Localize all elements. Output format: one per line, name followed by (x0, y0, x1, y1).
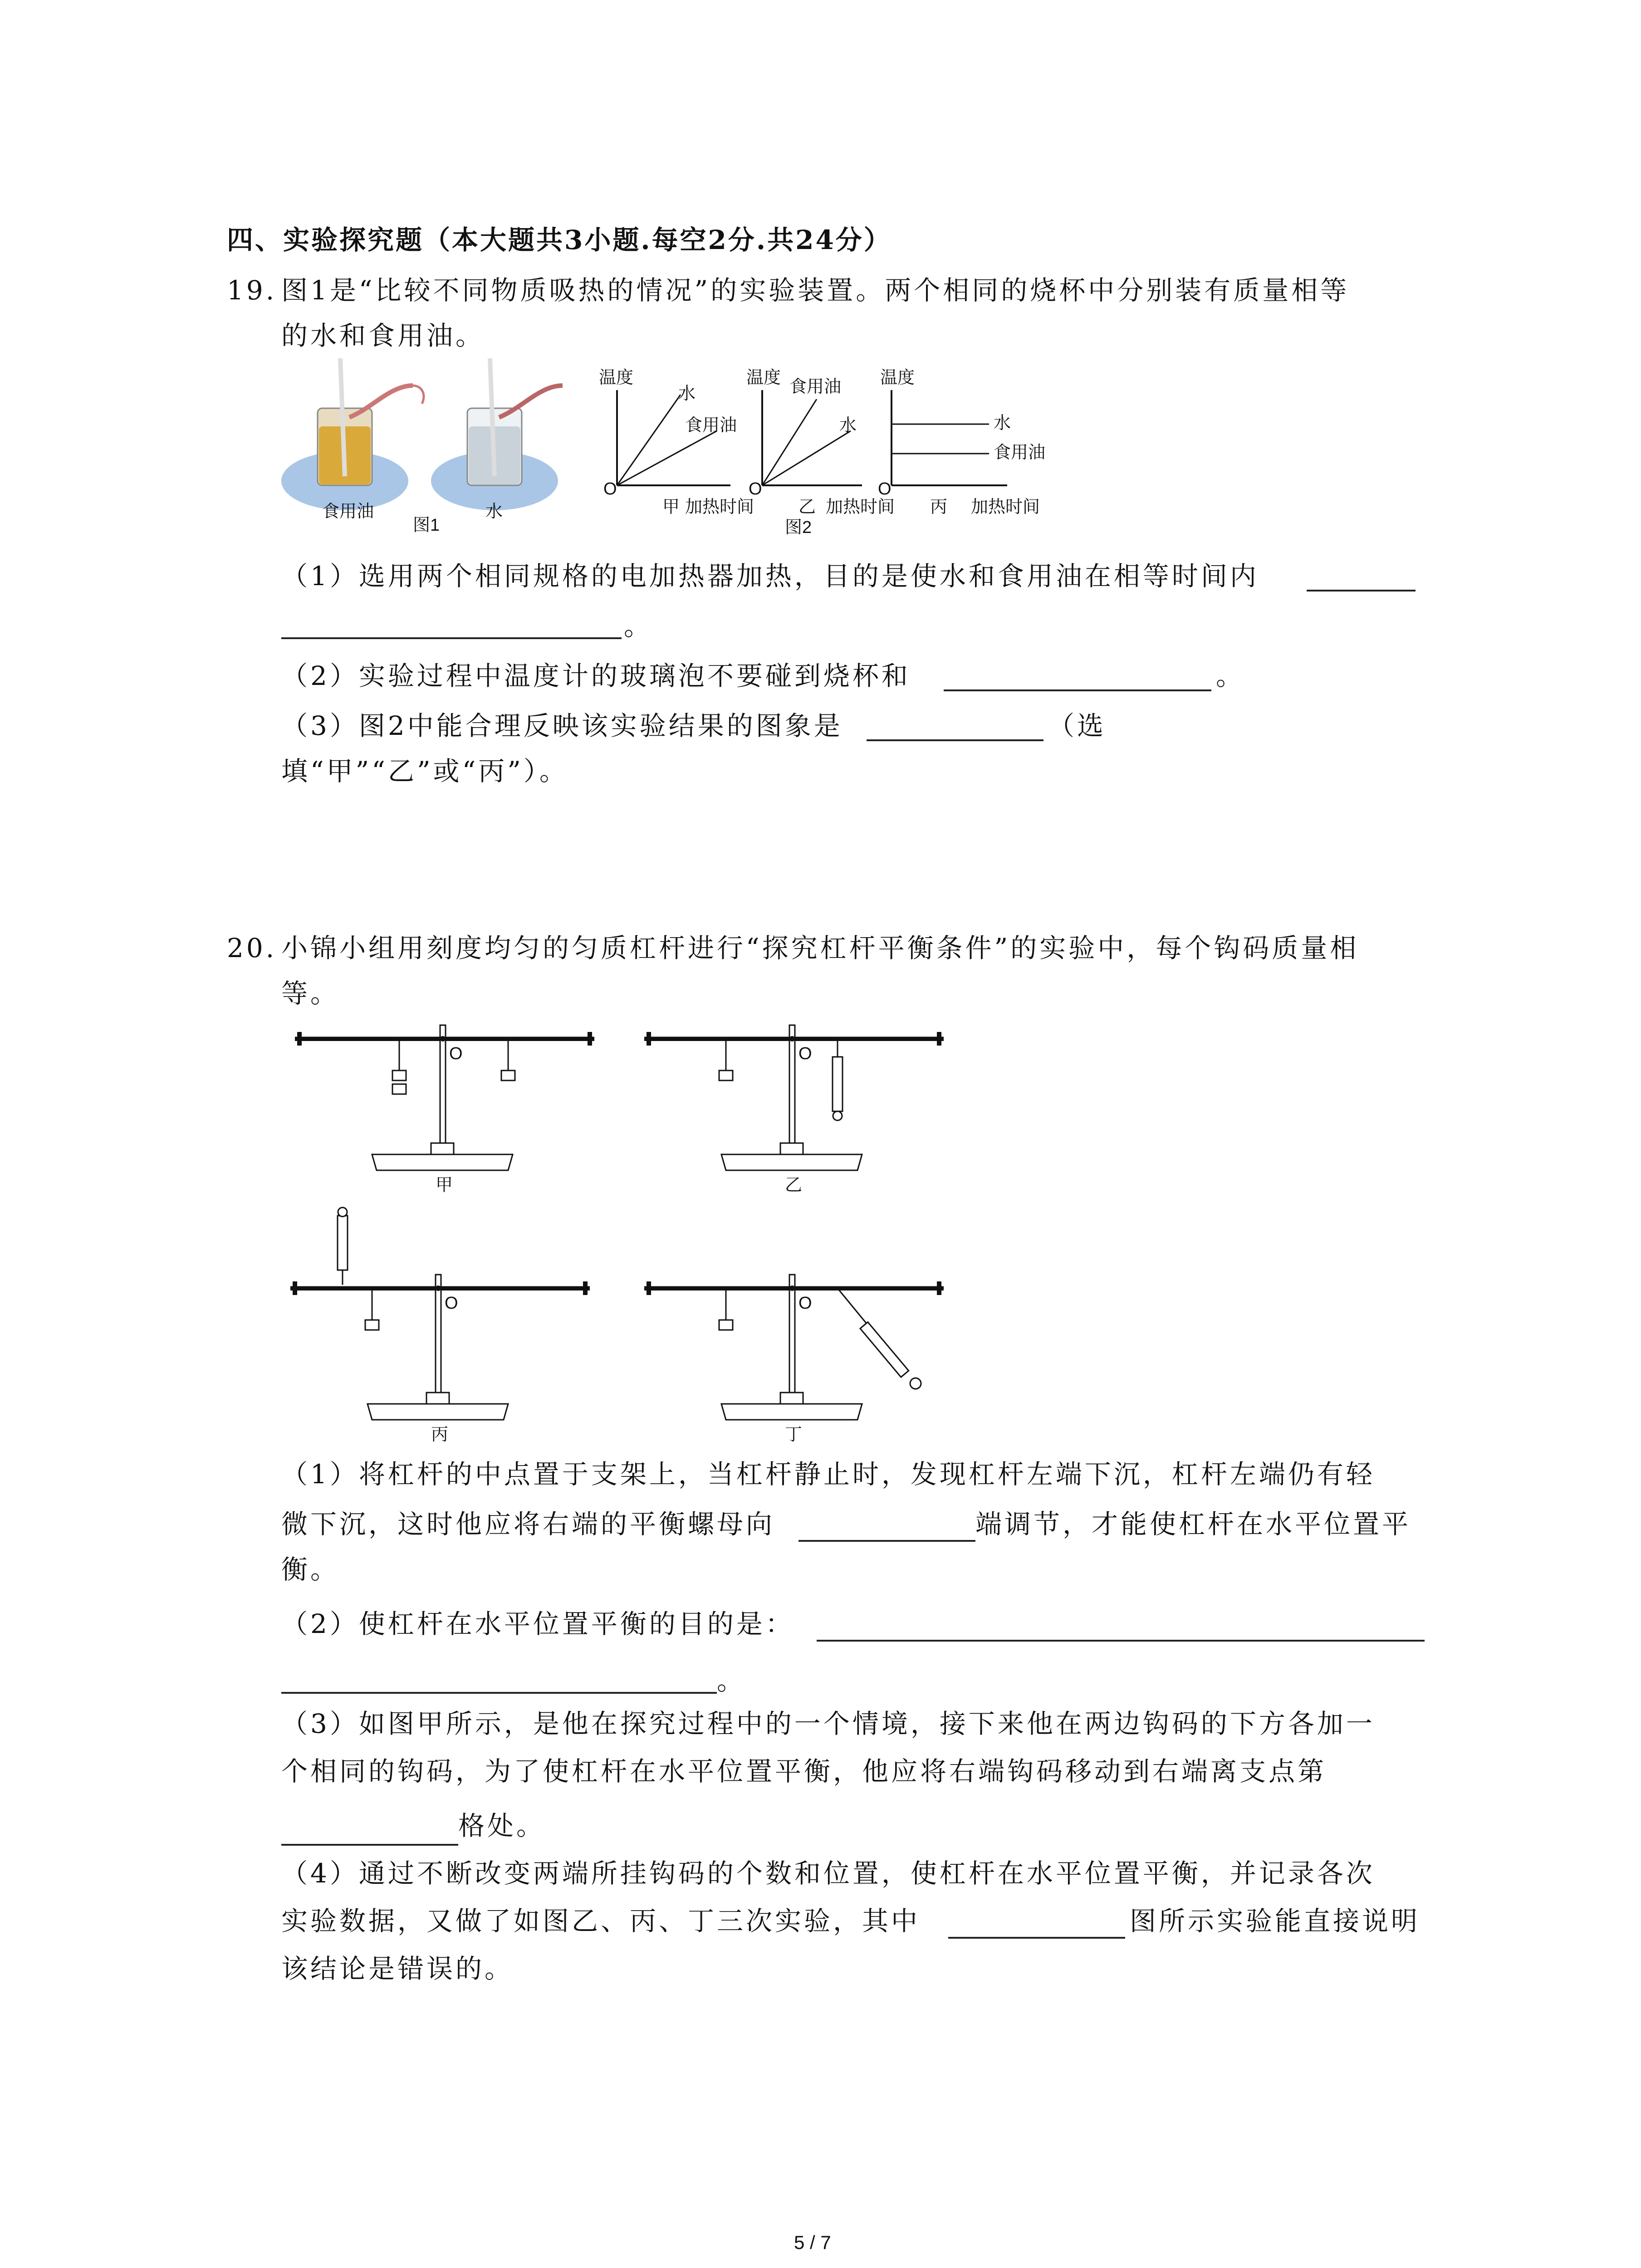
fig1-caption: 图1 (413, 516, 440, 535)
graph-bing-ylabel: 温度 (880, 368, 915, 387)
q20-sub2-text: （2）使杠杆在水平位置平衡的目的是： (281, 1608, 794, 1639)
q20-line2: 等。 (281, 978, 340, 1009)
q20-sub1-line2a: 微下沉，这时他应将右端的平衡螺母向 (281, 1509, 775, 1540)
q19-sub3-choose: （选 (1048, 710, 1107, 741)
q19-sub3-text: （3）图2中能合理反映该实验结果的图象是 (281, 710, 843, 741)
q20-sub4-line2a: 实验数据，又做了如图乙、丙、丁三次实验，其中 (281, 1906, 921, 1936)
graph-yi-ylabel: 温度 (746, 368, 781, 387)
graph-jia-line2: 食用油 (685, 416, 737, 435)
q19-number: 19. (227, 275, 277, 306)
graph-yi (746, 368, 895, 537)
graph-jia-ylabel: 温度 (599, 368, 634, 387)
graph-jia-origin: O (603, 479, 617, 499)
lever-ding-label: 丁 (785, 1425, 803, 1444)
q19-sub3-blank[interactable] (867, 735, 1043, 741)
q20-sub3-line1: （3）如图甲所示，是他在探究过程中的一个情境，接下来他在两边钩码的下方各加一 (281, 1708, 1375, 1739)
page-number: 5 / 7 (794, 2232, 831, 2253)
svg-text:O: O (449, 1044, 463, 1063)
graph-bing-xlabel: 加热时间 (971, 498, 1040, 517)
graph-jia (599, 368, 754, 517)
q20-sub1-line1: （1）将杠杆的中点置于支架上，当杠杆静止时，发现杠杆左端下沉，杠杆左端仍有轻 (281, 1459, 1375, 1490)
q19-sub1-blank-cont[interactable] (281, 633, 622, 639)
q20-sub2-end: 。 (717, 1665, 746, 1696)
q20-sub1-line3: 衡。 (281, 1554, 340, 1585)
graph-yi-name: 乙 (798, 498, 816, 517)
graph-bing (878, 368, 1045, 517)
q19-line1: 图1是“比较不同物质吸热的情况”的实验装置。两个相同的烧杯中分别装有质量相等 (281, 275, 1350, 306)
graph-jia-xlabel: 加热时间 (685, 498, 754, 517)
q19-figure2 (599, 363, 1080, 553)
q19-sub1-text: （1）选用两个相同规格的电加热器加热，目的是使水和食用油在相等时间内 (281, 561, 1259, 591)
q20-sub1-line2b: 端调节，才能使杠杆在水平位置平 (975, 1509, 1411, 1540)
q19-sub1-blank[interactable] (1307, 585, 1416, 591)
fig2-caption: 图2 (785, 518, 812, 537)
graph-bing-origin: O (878, 479, 892, 499)
graph-yi-origin: O (749, 479, 762, 499)
q20-sub2-blank[interactable] (817, 1635, 1425, 1642)
svg-text:O: O (798, 1044, 812, 1063)
lever-figure-jia (286, 1025, 603, 1207)
graph-yi-line1: 食用油 (789, 377, 842, 396)
q20-sub2-blank-cont[interactable] (281, 1687, 717, 1694)
q20-sub1-blank[interactable] (798, 1535, 975, 1542)
svg-text:O: O (798, 1294, 812, 1313)
q20-sub3-line2: 个相同的钩码，为了使杠杆在水平位置平衡，他应将右端钩码移动到右端离支点第 (281, 1756, 1327, 1787)
q19-figure1 (277, 358, 572, 549)
graph-jia-name: 甲 (662, 498, 680, 517)
q19-sub2-text: （2）实验过程中温度计的玻璃泡不要碰到烧杯和 (281, 660, 911, 691)
svg-text:O: O (445, 1294, 458, 1313)
graph-jia-line1: 水 (678, 384, 696, 403)
lever-yi-label: 乙 (785, 1176, 803, 1195)
q20-sub4-line1: （4）通过不断改变两端所挂钩码的个数和位置，使杠杆在水平位置平衡，并记录各次 (281, 1858, 1375, 1889)
graph-bing-line1: 水 (994, 414, 1011, 433)
q19-sub3-line2: 填“甲”“乙”或“丙”）。 (281, 756, 568, 787)
lever-figure-yi (635, 1025, 953, 1216)
q19-line2: 的水和食用油。 (281, 320, 485, 351)
graph-bing-name: 丙 (930, 498, 948, 517)
lever-figure-bing (281, 1216, 608, 1442)
q20-sub4-line2b: 图所示实验能直接说明 (1130, 1906, 1421, 1936)
q20-sub4-line3: 该结论是错误的。 (281, 1953, 514, 1984)
graph-yi-xlabel: 加热时间 (826, 498, 895, 517)
q20-sub4-blank[interactable] (948, 1932, 1125, 1939)
q19-sub2-end: 。 (1216, 660, 1245, 691)
lever-figure-ding (635, 1261, 953, 1442)
q19-sub2-blank[interactable] (944, 685, 1211, 691)
q20-sub3-blank[interactable] (281, 1839, 458, 1846)
section-title: 四、实验探究题（本大题共3小题.每空2分.共24分） (227, 225, 892, 255)
fig1-water-label: 水 (485, 502, 503, 521)
graph-bing-line2: 食用油 (994, 443, 1046, 462)
q20-line1: 小锦小组用刻度均匀的匀质杠杆进行“探究杠杆平衡条件”的实验中，每个钩码质量相 (281, 933, 1359, 963)
q19-sub1-end: 。 (624, 611, 653, 641)
q20-sub3-line3: 格处。 (458, 1810, 546, 1841)
lever-bing-label: 丙 (431, 1425, 449, 1444)
lever-jia-label: 甲 (436, 1176, 453, 1195)
q20-number: 20. (227, 933, 277, 963)
fig1-oil-label: 食用油 (322, 502, 374, 521)
graph-yi-line2: 水 (839, 416, 857, 435)
